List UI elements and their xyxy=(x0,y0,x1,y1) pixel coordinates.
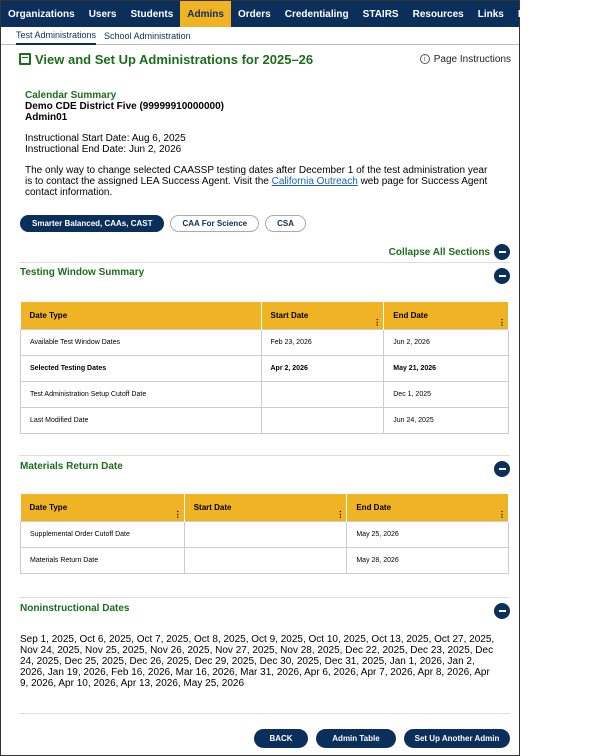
instructional-start: Instructional Start Date: Aug 6, 2025 xyxy=(25,133,186,144)
cell-start-date: Feb 23, 2026 xyxy=(261,329,384,355)
district-name: Demo CDE District Five (99999910000000) xyxy=(25,101,224,112)
pill-csa[interactable]: CSA xyxy=(265,215,306,232)
divider xyxy=(19,597,510,598)
nav-cars[interactable]: CARS xyxy=(569,8,598,20)
cell-end-date: Jun 2, 2026 xyxy=(384,329,509,355)
california-outreach-link[interactable]: California Outreach xyxy=(271,176,358,187)
divider xyxy=(19,455,510,456)
collapse-all-sections[interactable] xyxy=(389,244,510,260)
cell-date-type: Supplemental Order Cutoff Date xyxy=(21,521,185,547)
nav-orders[interactable]: Orders xyxy=(237,8,271,20)
nav-admins[interactable]: Admins xyxy=(180,1,231,27)
note-text-pre: The only way to change selected CAASSP testing dates after December 1 of the test administration year is to contact the assigned LEA Success Agent. Visit the xyxy=(25,165,488,187)
testing-window-collapse-icon[interactable] xyxy=(494,268,510,284)
divider xyxy=(19,713,510,714)
cell-start-date xyxy=(184,521,347,547)
table-row xyxy=(21,547,509,573)
cell-end-date: Dec 1, 2025 xyxy=(384,381,509,407)
page-instructions-link[interactable] xyxy=(420,54,511,65)
divider xyxy=(19,262,510,263)
column-header-date-type[interactable]: Date Type xyxy=(21,302,262,329)
nav-stairs[interactable]: STAIRS xyxy=(362,8,399,20)
noninstructional-collapse-icon[interactable] xyxy=(494,603,510,619)
cell-start-date xyxy=(261,381,384,407)
admin-table-button[interactable]: Admin Table xyxy=(316,729,396,748)
footer-actions xyxy=(246,729,510,748)
materials-return-collapse-icon[interactable] xyxy=(494,461,510,477)
table-row xyxy=(21,407,509,433)
column-menu-icon[interactable]: ⋮ xyxy=(336,509,345,519)
column-header-start-date[interactable]: Start Date ⋮ xyxy=(184,494,347,521)
pill-caa-for-science[interactable]: CAA For Science xyxy=(170,215,259,232)
column-header-end-date[interactable]: End Date ⋮ xyxy=(384,302,509,329)
noninstructional-dates-list: Sep 1, 2025, Oct 6, 2025, Oct 7, 2025, Oct 8, 2025, Oct 9, 2025, Oct 10, 2025, Oct 13, 2025, Oct 27, 2025, Nov 24, 2025, Nov 25, 2025, Nov 26, 2025, Nov 27, 2025, Nov 28, 2025, Dec 22, 2025, Dec 23, 2025, Dec 24, 2025, Dec 25, 2025, Dec 26, 2025, Dec 29, 2025, Dec 30, 2025, Dec 31, 2025, Jan 1, 2026, Jan 2, 2026, Jan 19, 2026, Feb 16, 2026, Mar 16, 2026, Mar 31, 2026, Apr 6, 2026, Apr 7, 2026, Apr 8, 2026, Apr 9, 2026, Apr 10, 2026, Apr 13, 2026, May 25, 2026 xyxy=(20,634,495,689)
cell-end-date: May 21, 2026 xyxy=(384,355,509,381)
column-menu-icon[interactable]: ⋮ xyxy=(498,509,506,519)
materials-return-title: Materials Return Date xyxy=(20,461,123,472)
cell-start-date xyxy=(261,407,384,433)
set-up-another-admin-button[interactable]: Set Up Another Admin xyxy=(404,729,510,748)
instructional-end: Instructional End Date: Jun 2, 2026 xyxy=(25,144,182,155)
cell-start-date xyxy=(184,547,347,573)
calendar-summary xyxy=(25,90,495,198)
pill-smarter-balanced[interactable]: Smarter Balanced, CAAs, CAST xyxy=(20,215,164,232)
note-text-post: web page for Success Agent contact information. xyxy=(25,176,488,198)
page-title-group xyxy=(19,52,313,67)
success-agent-note xyxy=(25,165,495,198)
page-title: View and Set Up Administrations for 2025–26 xyxy=(35,51,314,67)
cell-date-type: Materials Return Date xyxy=(21,547,185,573)
cell-end-date: May 25, 2026 xyxy=(347,521,509,547)
column-menu-icon[interactable]: ⋮ xyxy=(373,317,382,327)
nav-reports[interactable]: Reports xyxy=(517,8,556,20)
column-header-end-date[interactable]: End Date ⋮ xyxy=(347,494,509,521)
materials-return-table xyxy=(20,494,509,574)
tab-school-administration[interactable]: School Administration xyxy=(104,30,191,41)
table-row xyxy=(21,329,509,355)
nav-organizations[interactable]: Organizations xyxy=(8,8,75,20)
table-row xyxy=(21,521,509,547)
nav-links[interactable]: Links xyxy=(477,8,504,20)
cell-date-type: Last Modified Date xyxy=(21,407,262,433)
top-nav xyxy=(1,1,598,27)
noninstructional-title: Noninstructional Dates xyxy=(20,603,130,614)
nav-resources[interactable]: Resources xyxy=(412,8,464,20)
cell-date-type: Selected Testing Dates xyxy=(21,355,262,381)
nav-students[interactable]: Students xyxy=(130,8,174,20)
page-instructions-label: Page Instructions xyxy=(433,53,511,65)
testing-window-table xyxy=(20,302,509,434)
cell-end-date: May 28, 2026 xyxy=(347,547,509,573)
nav-credentialing[interactable]: Credentialing xyxy=(284,8,349,20)
collapse-all-label: Collapse All Sections xyxy=(388,246,490,258)
calendar-icon xyxy=(19,53,31,65)
collapse-all-minus-icon[interactable] xyxy=(494,244,510,260)
testing-window-title: Testing Window Summary xyxy=(20,267,145,278)
column-header-start-date[interactable]: Start Date ⋮ xyxy=(261,302,384,329)
calendar-summary-title: Calendar Summary xyxy=(25,90,117,101)
nav-users[interactable]: Users xyxy=(88,8,117,20)
sub-nav xyxy=(1,27,519,45)
table-row xyxy=(21,355,509,381)
table-row xyxy=(21,381,509,407)
column-menu-icon[interactable]: ⋮ xyxy=(173,509,182,519)
cell-date-type: Test Administration Setup Cutoff Date xyxy=(21,381,262,407)
assessment-tabs xyxy=(20,215,312,232)
cell-start-date: Apr 2, 2026 xyxy=(261,355,384,381)
admin-name: Admin01 xyxy=(25,112,68,123)
back-button[interactable]: BACK xyxy=(254,729,308,748)
cell-end-date: Jun 24, 2025 xyxy=(384,407,509,433)
cell-date-type: Available Test Window Dates xyxy=(21,329,262,355)
column-header-date-type[interactable]: Date Type ⋮ xyxy=(21,494,185,521)
info-icon: i xyxy=(420,54,430,64)
page-header xyxy=(19,50,511,68)
column-menu-icon[interactable]: ⋮ xyxy=(498,317,506,327)
tab-test-administrations[interactable]: Test Administrations xyxy=(16,27,96,45)
